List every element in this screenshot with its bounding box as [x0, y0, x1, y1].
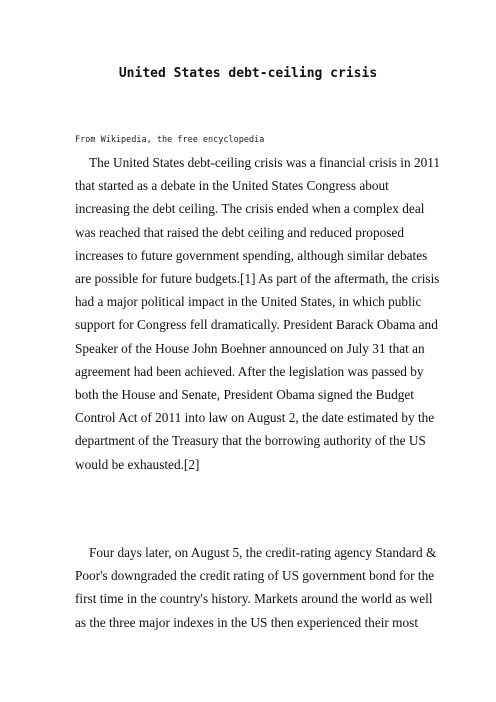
paragraph-line: The United States debt-ceiling crisis was a financial crisis in 2011 — [89, 155, 441, 170]
paragraph-line: as the three major indexes in the US then experienced their most — [75, 614, 419, 630]
paragraph-line: increases to future government spending, although similar debates — [75, 247, 428, 263]
source-line: From Wikipedia, the free encyclopedia — [75, 135, 265, 145]
paragraph-2 — [75, 541, 437, 634]
paragraph-line: Four days later, on August 5, the credit-rating agency Standard & — [89, 545, 437, 560]
paragraph-line: both the House and Senate, President Obama signed the Budget — [75, 387, 414, 403]
paragraph-line: that started as a debate in the United States Congress about — [75, 178, 389, 194]
document-title: United States debt-ceiling crisis — [118, 66, 378, 81]
paragraph-line: agreement had been achieved. After the legislation was passed by — [75, 363, 424, 379]
paragraph-line: support for Congress fell dramatically. President Barack Obama and — [75, 317, 438, 333]
paragraph-line: was reached that raised the debt ceiling and reduced proposed — [75, 224, 404, 240]
paragraph-line: Control Act of 2011 into law on August 2, the date estimated by the — [75, 410, 435, 426]
paragraph-line: department of the Treasury that the borrowing authority of the US — [75, 433, 426, 449]
paragraph-line: are possible for future budgets.[1] As part of the aftermath, the crisis — [75, 271, 440, 287]
paragraph-line: first time in the country's history. Markets around the world as well — [75, 591, 433, 607]
paragraph-line: Poor's downgraded the credit rating of US government bond for the — [75, 568, 435, 584]
paragraph-1 — [75, 151, 441, 476]
paragraph-line: would be exhausted.[2] — [75, 456, 200, 472]
paragraph-line: increasing the debt ceiling. The crisis ended when a complex deal — [75, 201, 425, 217]
paragraph-line: Speaker of the House John Boehner announced on July 31 that an — [75, 340, 425, 356]
paragraph-line: had a major political impact in the United States, in which public — [75, 294, 422, 310]
